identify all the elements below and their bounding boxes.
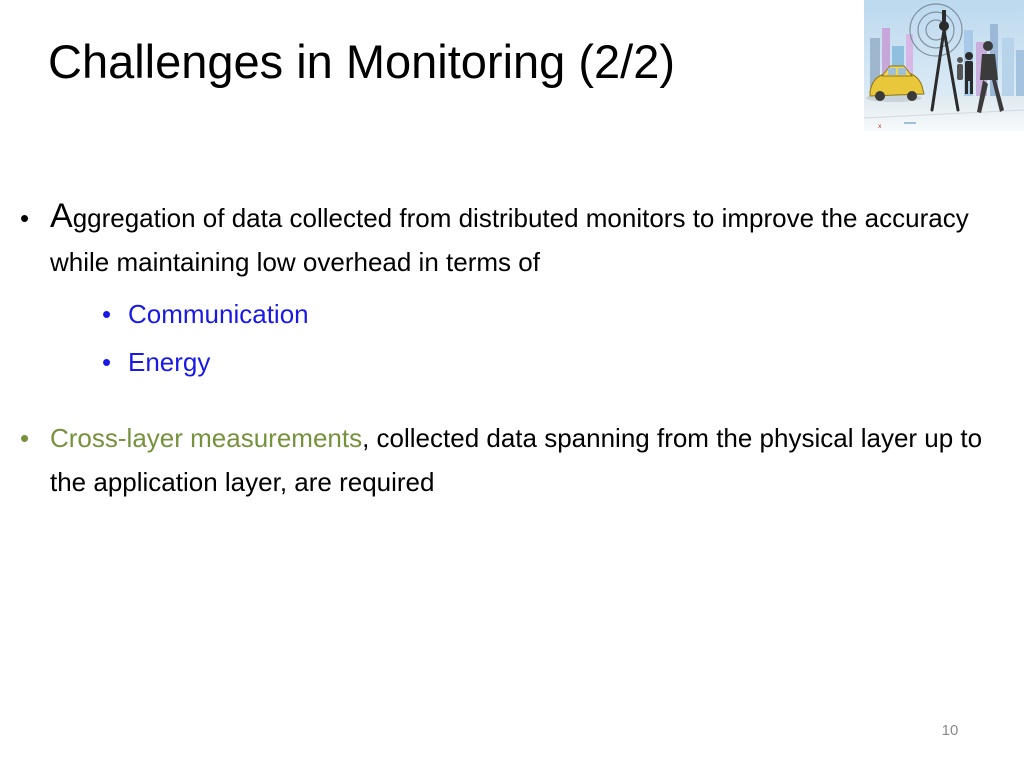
- bullet-dot-icon: •: [20, 203, 30, 233]
- sub-bullet-dot-icon: •: [102, 347, 112, 377]
- slide-content: [20, 196, 1010, 504]
- sub-list: [102, 290, 1010, 386]
- sub-item-label: Energy: [128, 347, 211, 377]
- sub-item-energy: [102, 338, 1010, 386]
- svg-text:x: x: [878, 123, 882, 130]
- city-street-illustration: [864, 0, 1024, 131]
- bullet-text: ggregation of data collected from distributed monitors to improve the accuracy while maintaining low overhead in terms of: [50, 203, 969, 277]
- bullet-aggregation: [20, 196, 1010, 284]
- sub-item-communication: [102, 290, 1010, 338]
- bullet-dot-icon: •: [20, 423, 30, 453]
- sub-bullet-dot-icon: •: [102, 299, 112, 329]
- bullet-text: , collected data spanning from the physical layer up to the application layer, are required: [50, 423, 983, 497]
- sub-item-label: Communication: [128, 299, 309, 329]
- bullet-lead-letter: A: [50, 197, 73, 235]
- bullet-cross-layer: [20, 416, 1010, 504]
- bullet-highlight: Cross-layer measurements: [50, 423, 363, 453]
- page-number: 10: [941, 722, 959, 739]
- slide-title: Challenges in Monitoring (2/2): [48, 35, 675, 88]
